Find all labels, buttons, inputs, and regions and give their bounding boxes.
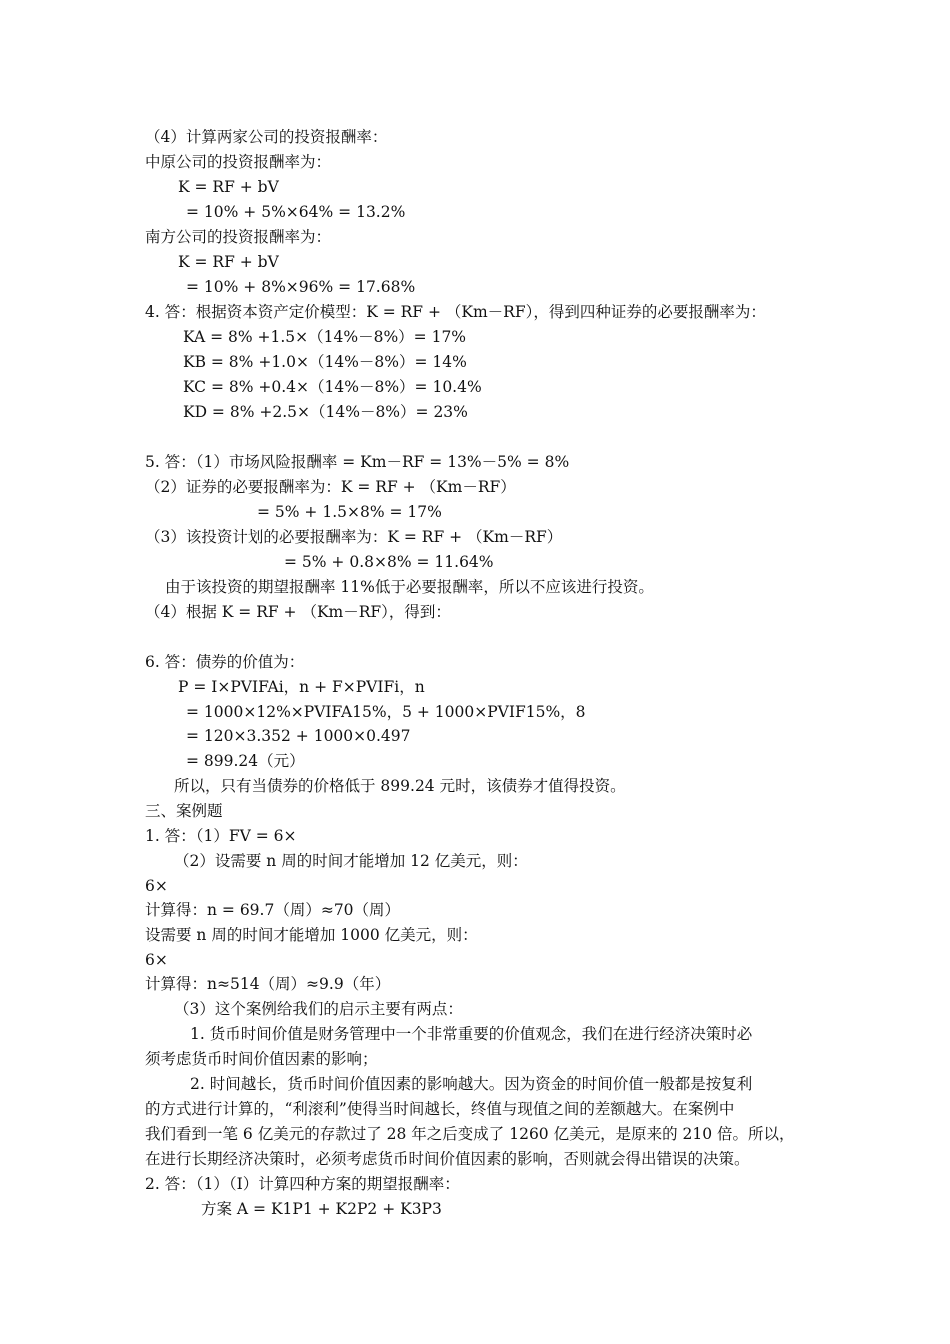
text-line: 我们看到一笔 6 亿美元的存款过了 28 年之后变成了 1260 亿美元，是原来的 210 倍。所以，: [145, 1125, 795, 1143]
text-line: 1. 货币时间价值是财务管理中一个非常重要的价值观念，我们在进行经济决策时必: [190, 1025, 753, 1043]
formula-line: KC = 8% +0.4×（14%－8%）= 10.4%: [183, 378, 482, 396]
formula-line: = 10% + 5%×64% = 13.2%: [186, 203, 406, 221]
text-line: 5. 答：（1）市场风险报酬率 = Km－RF = 13%－5% = 8%: [145, 453, 570, 471]
formula-line: 6×: [145, 877, 168, 895]
text-line: （4）计算两家公司的投资报酬率：: [145, 128, 388, 146]
text-line: 4. 答：根据资本资产定价模型：K = RF + （Km－RF），得到四种证券的必要报酬率为：: [145, 303, 766, 321]
text-line: 6. 答：债券的价值为：: [145, 653, 305, 671]
text-line: 计算得：n≈514（周）≈9.9（年）: [145, 975, 391, 993]
formula-line: = 120×3.352 + 1000×0.497: [186, 727, 411, 745]
formula-line: P = I×PVIFAi，n + F×PVIFi，n: [178, 678, 425, 696]
text-line: 计算得：n = 69.7（周）≈70（周）: [145, 901, 401, 919]
formula-line: 方案 A = K1P1 + K2P2 + K3P3: [201, 1200, 442, 1218]
text-line: 由于该投资的期望报酬率 11%低于必要报酬率，所以不应该进行投资。: [165, 578, 654, 596]
text-line: 中原公司的投资报酬率为：: [145, 153, 332, 171]
text-line: （2）设需要 n 周的时间才能增加 12 亿美元，则：: [174, 852, 528, 870]
formula-line: = 1000×12%×PVIFA15%，5 + 1000×PVIF15%，8: [186, 703, 586, 721]
formula-line: KB = 8% +1.0×（14%－8%）= 14%: [183, 353, 467, 371]
section-heading: 三、案例题: [145, 802, 223, 820]
text-line: （4）根据 K = RF + （Km－RF），得到：: [145, 603, 451, 621]
text-line: 的方式进行计算的，“利滚利”使得当时间越长，终值与现值之间的差额越大。在案例中: [145, 1100, 735, 1118]
text-line: 1. 答：（1）FV = 6×: [145, 827, 297, 845]
formula-line: KD = 8% +2.5×（14%－8%）= 23%: [183, 403, 468, 421]
text-line: （2）证券的必要报酬率为：K = RF + （Km－RF）: [145, 478, 516, 496]
text-line: 南方公司的投资报酬率为：: [145, 228, 332, 246]
text-line: （3）该投资计划的必要报酬率为：K = RF + （Km－RF）: [145, 528, 563, 546]
text-line: 须考虑货币时间价值因素的影响；: [145, 1050, 378, 1068]
formula-line: K = RF + bV: [178, 253, 279, 271]
formula-line: 6×: [145, 951, 168, 969]
text-line: 在进行长期经济决策时，必须考虑货币时间价值因素的影响，否则就会得出错误的决策。: [145, 1150, 750, 1168]
formula-line: = 10% + 8%×96% = 17.68%: [186, 278, 416, 296]
text-line: 2. 答：（1）（I）计算四种方案的期望报酬率：: [145, 1175, 460, 1193]
formula-line: = 5% + 0.8×8% = 11.64%: [284, 553, 494, 571]
formula-line: = 899.24（元）: [186, 752, 305, 770]
formula-line: KA = 8% +1.5×（14%－8%）= 17%: [183, 328, 467, 346]
text-line: （3）这个案例给我们的启示主要有两点：: [174, 1000, 463, 1018]
text-line: 2. 时间越长，货币时间价值因素的影响越大。因为资金的时间价值一般都是按复利: [190, 1075, 753, 1093]
text-line: 所以，只有当债券的价格低于 899.24 元时，该债券才值得投资。: [174, 777, 626, 795]
formula-line: K = RF + bV: [178, 178, 279, 196]
formula-line: = 5% + 1.5×8% = 17%: [257, 503, 442, 521]
text-line: 设需要 n 周的时间才能增加 1000 亿美元，则：: [145, 926, 478, 944]
